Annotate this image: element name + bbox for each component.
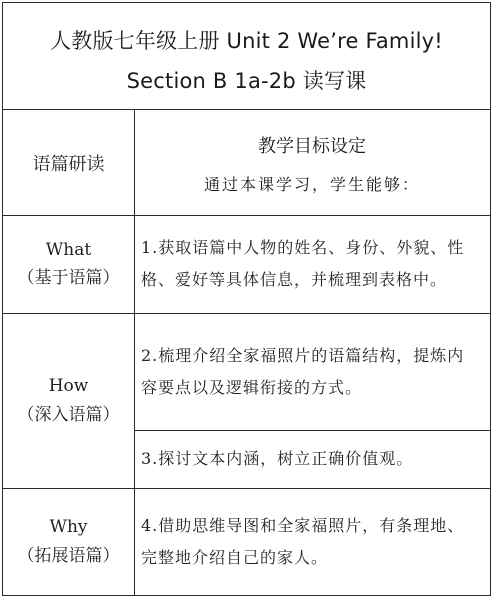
title-line-2: Section B 1a-2b 读写课 (126, 69, 367, 93)
objective-text: 2.梳理介绍全家福照片的语篇结构，提炼内容要点以及逻辑衔接的方式。 (141, 345, 465, 397)
row-label-en: Why (49, 517, 88, 538)
objective-text: 1.获取语篇中人物的姓名、身份、外貌、性格、爱好等具体信息，并梳理到表格中。 (141, 238, 465, 289)
header-objectives (134, 110, 490, 215)
title-line-1: 人教版七年级上册 Unit 2 We’re Family! (50, 29, 443, 53)
row-label-how (3, 313, 134, 488)
row-label-en: How (48, 376, 89, 397)
row-label-what (3, 215, 134, 313)
objective-cell (134, 430, 490, 488)
table-grid (3, 110, 490, 595)
header-objectives-subtitle: 通过本课学习，学生能够： (203, 175, 420, 194)
row-label-zh: （拓展语篇） (17, 545, 120, 566)
title-block (3, 3, 490, 110)
row-label-en: What (45, 239, 92, 260)
row-label-zh: （深入语篇） (17, 404, 120, 425)
row-label-zh: （基于语篇） (17, 268, 120, 288)
row-label-why (3, 488, 134, 595)
objective-cell (134, 215, 490, 313)
objective-text: 3.探讨文本内涵，树立正确价值观。 (141, 449, 414, 468)
header-objectives-title: 教学目标设定 (258, 136, 366, 157)
objective-cell (134, 488, 490, 595)
objective-text: 4.借助思维导图和全家福照片，有条理地、完整地介绍自己的家人。 (141, 515, 465, 567)
header-text-analysis: 语篇研读 (32, 153, 105, 175)
objective-cell (134, 313, 490, 430)
objectives-table (2, 2, 491, 596)
